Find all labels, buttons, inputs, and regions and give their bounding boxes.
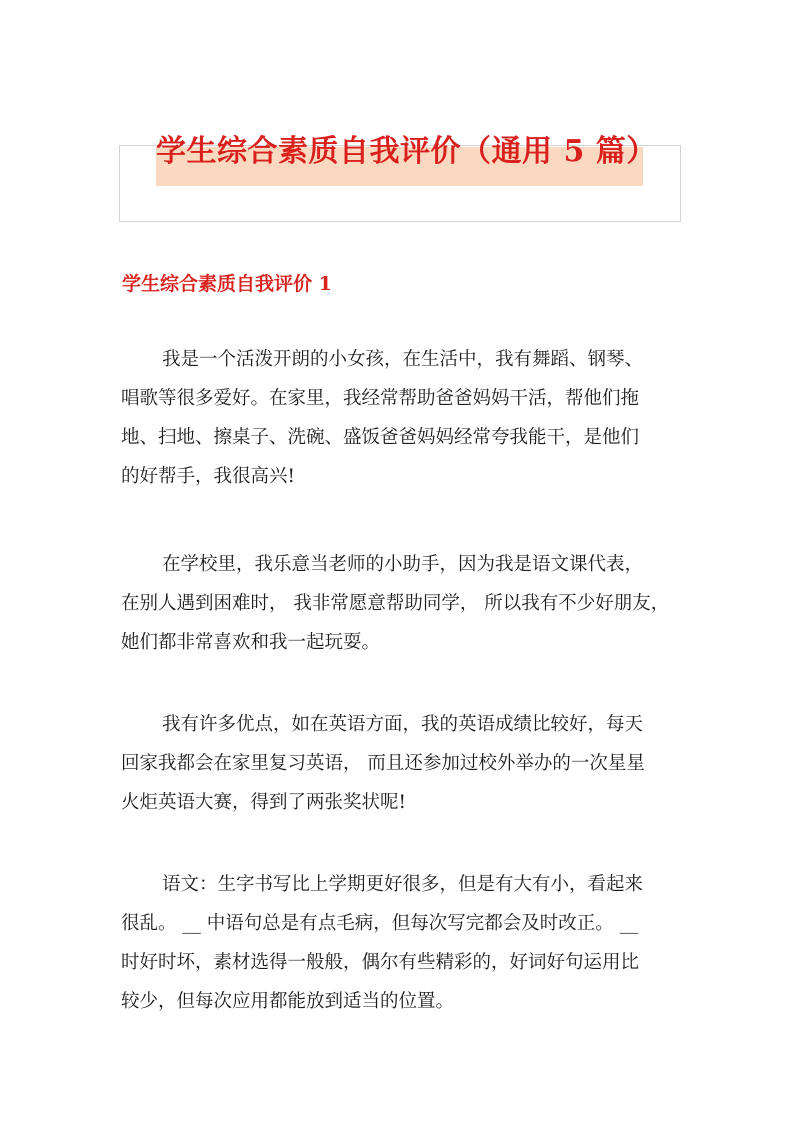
section-heading: 学生综合素质自我评价 1 bbox=[122, 273, 332, 295]
paragraph-line: 较少，但每次应用都能放到适当的位置。 bbox=[121, 991, 455, 1012]
paragraph-line: 地、扫地、擦桌子、洗碗、盛饭爸爸妈妈经常夸我能干，是他们 bbox=[121, 427, 640, 448]
paragraph-line: 在学校里，我乐意当老师的小助手，因为我是语文课代表， bbox=[162, 554, 644, 575]
paragraph-line: 火炬英语大赛，得到了两张奖状呢! bbox=[121, 792, 406, 813]
paragraph-line: 回家我都会在家里复习英语， 而且还参加过校外举办的一次星星 bbox=[121, 753, 645, 774]
document-title: 学生综合素质自我评价（通用 5 篇） bbox=[156, 134, 657, 169]
paragraph-line: 在别人遇到困难时， 我非常愿意帮助同学， 所以我有不少好朋友， bbox=[121, 593, 670, 614]
paragraph-4 bbox=[121, 865, 687, 1021]
paragraph-line: 我是一个活泼开朗的小女孩，在生活中，我有舞蹈、钢琴、 bbox=[162, 349, 644, 370]
paragraph-line: 时好时坏，素材选得一般般，偶尔有些精彩的，好词好句运用比 bbox=[121, 952, 640, 973]
paragraph-line: 我有许多优点，如在英语方面，我的英语成绩比较好，每天 bbox=[162, 714, 644, 735]
paragraph-1 bbox=[121, 340, 687, 496]
paragraph-3 bbox=[121, 705, 687, 822]
paragraph-line: 她们都非常喜欢和我一起玩耍。 bbox=[121, 632, 381, 653]
paragraph-line: 的好帮手，我很高兴! bbox=[121, 466, 295, 487]
paragraph-line: 很乱。 __ 中语句总是有点毛病，但每次写完都会及时改正。 __ bbox=[121, 913, 639, 934]
paragraph-line: 语文：生字书写比上学期更好很多，但是有大有小，看起来 bbox=[162, 874, 644, 895]
paragraph-2 bbox=[121, 545, 687, 662]
paragraph-line: 唱歌等很多爱好。在家里，我经常帮助爸爸妈妈干活，帮他们拖 bbox=[121, 388, 640, 409]
